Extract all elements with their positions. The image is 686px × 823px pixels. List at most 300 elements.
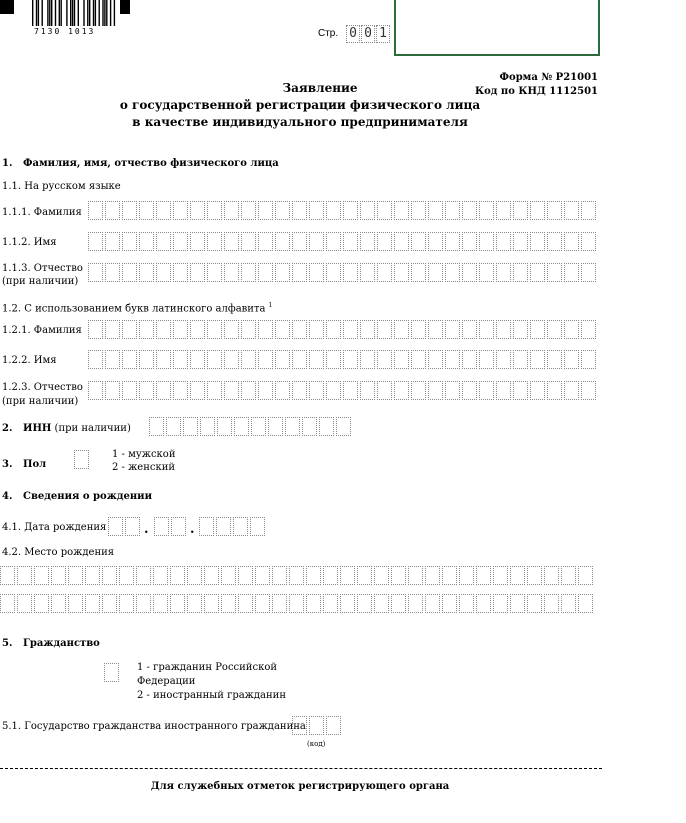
char-cell[interactable] [85, 594, 100, 613]
char-cell[interactable] [173, 320, 188, 339]
gender-field[interactable] [74, 450, 91, 469]
char-cell[interactable] [428, 263, 443, 282]
char-cell[interactable] [136, 566, 151, 585]
char-cell[interactable] [156, 263, 171, 282]
char-cell[interactable] [459, 594, 474, 613]
char-cell[interactable] [154, 517, 169, 536]
char-cell[interactable] [411, 381, 426, 400]
char-cell[interactable] [74, 450, 89, 469]
char-cell[interactable] [323, 594, 338, 613]
char-cell[interactable] [544, 566, 559, 585]
char-cell[interactable] [190, 320, 205, 339]
citizenship-option-russia-cont: Федерации [137, 676, 196, 687]
char-cell[interactable] [547, 232, 562, 251]
foreign-state-code-field[interactable] [292, 716, 343, 735]
char-cell[interactable] [340, 566, 355, 585]
char-cell[interactable] [581, 381, 596, 400]
char-cell[interactable] [581, 263, 596, 282]
char-cell[interactable] [510, 566, 525, 585]
char-cell[interactable] [51, 566, 66, 585]
char-cell[interactable] [233, 517, 248, 536]
char-cell[interactable] [122, 381, 137, 400]
char-cell[interactable] [394, 350, 409, 369]
char-cell[interactable] [530, 232, 545, 251]
char-cell[interactable] [34, 594, 49, 613]
char-cell[interactable] [105, 381, 120, 400]
char-cell[interactable] [258, 381, 273, 400]
char-cell[interactable] [445, 350, 460, 369]
char-cell[interactable] [530, 350, 545, 369]
char-cell[interactable] [547, 201, 562, 220]
char-cell[interactable] [493, 594, 508, 613]
char-cell[interactable] [445, 381, 460, 400]
char-cell[interactable] [309, 201, 324, 220]
char-cell[interactable] [105, 232, 120, 251]
form-knd-code: Код по КНД 1112501 [474, 86, 598, 97]
char-cell[interactable] [272, 594, 287, 613]
char-cell[interactable] [238, 594, 253, 613]
char-cell[interactable] [102, 594, 117, 613]
char-cell[interactable] [241, 381, 256, 400]
char-cell[interactable] [250, 517, 265, 536]
char-cell[interactable] [122, 320, 137, 339]
char-cell[interactable] [462, 350, 477, 369]
char-cell[interactable] [547, 381, 562, 400]
char-cell[interactable] [479, 232, 494, 251]
char-cell[interactable] [292, 350, 307, 369]
char-cell[interactable] [513, 232, 528, 251]
char-cell[interactable] [190, 381, 205, 400]
char-cell[interactable] [309, 232, 324, 251]
char-cell[interactable] [343, 320, 358, 339]
char-cell[interactable] [493, 566, 508, 585]
char-cell[interactable] [217, 417, 232, 436]
char-cell[interactable] [394, 232, 409, 251]
char-cell[interactable] [258, 263, 273, 282]
char-cell[interactable] [292, 263, 307, 282]
char-cell[interactable] [190, 350, 205, 369]
char-cell[interactable] [104, 663, 119, 682]
char-cell[interactable] [360, 232, 375, 251]
label-foreign-state: 5.1. Государство гражданства иностранного гражданина [2, 721, 306, 732]
char-cell[interactable] [0, 566, 15, 585]
char-cell[interactable] [564, 381, 579, 400]
char-cell[interactable] [51, 594, 66, 613]
char-cell[interactable] [88, 320, 103, 339]
char-cell[interactable] [459, 566, 474, 585]
char-cell[interactable] [360, 320, 375, 339]
char-cell[interactable] [275, 232, 290, 251]
char-cell[interactable] [442, 566, 457, 585]
char-cell[interactable] [190, 263, 205, 282]
char-cell[interactable] [241, 320, 256, 339]
birth-year-field[interactable] [199, 517, 267, 536]
char-cell[interactable] [224, 201, 239, 220]
char-cell[interactable] [173, 350, 188, 369]
char-cell[interactable] [255, 566, 270, 585]
char-cell[interactable] [190, 201, 205, 220]
char-cell[interactable] [377, 350, 392, 369]
char-cell[interactable] [411, 320, 426, 339]
char-cell[interactable] [306, 566, 321, 585]
char-cell[interactable] [122, 263, 137, 282]
char-cell[interactable] [241, 201, 256, 220]
char-cell[interactable] [275, 381, 290, 400]
citizenship-field[interactable] [104, 663, 121, 682]
char-cell[interactable] [394, 320, 409, 339]
char-cell[interactable] [513, 350, 528, 369]
char-cell[interactable] [241, 232, 256, 251]
char-cell[interactable] [377, 381, 392, 400]
char-cell[interactable] [564, 263, 579, 282]
char-cell[interactable] [105, 320, 120, 339]
char-cell[interactable] [496, 381, 511, 400]
char-cell[interactable] [224, 350, 239, 369]
inn-field[interactable] [149, 417, 353, 436]
char-cell[interactable] [527, 594, 542, 613]
char-cell[interactable] [88, 232, 103, 251]
char-cell[interactable] [561, 566, 576, 585]
section5-heading: Гражданство [23, 638, 100, 649]
char-cell[interactable] [510, 594, 525, 613]
char-cell[interactable] [564, 201, 579, 220]
label-ru-surname: 1.1.1. Фамилия [2, 207, 82, 218]
char-cell[interactable] [139, 381, 154, 400]
char-cell[interactable] [544, 594, 559, 613]
char-cell[interactable] [357, 594, 372, 613]
char-cell[interactable] [442, 594, 457, 613]
char-cell[interactable] [139, 320, 154, 339]
char-cell[interactable] [306, 594, 321, 613]
char-cell[interactable] [530, 320, 545, 339]
char-cell[interactable] [224, 263, 239, 282]
char-cell[interactable] [462, 232, 477, 251]
char-cell[interactable] [275, 263, 290, 282]
char-cell[interactable] [391, 566, 406, 585]
char-cell[interactable] [581, 350, 596, 369]
char-cell[interactable] [326, 320, 341, 339]
char-cell[interactable] [17, 566, 32, 585]
lat-name-field[interactable] [88, 350, 598, 369]
char-cell[interactable] [207, 381, 222, 400]
char-cell[interactable] [139, 201, 154, 220]
char-cell[interactable] [462, 201, 477, 220]
char-cell[interactable] [581, 320, 596, 339]
char-cell[interactable] [326, 201, 341, 220]
char-cell[interactable] [425, 566, 440, 585]
char-cell[interactable] [200, 417, 215, 436]
char-cell[interactable] [68, 566, 83, 585]
char-cell[interactable] [292, 201, 307, 220]
char-cell[interactable] [216, 517, 231, 536]
char-cell[interactable] [428, 232, 443, 251]
char-cell[interactable] [258, 201, 273, 220]
char-cell[interactable] [564, 320, 579, 339]
char-cell[interactable] [105, 263, 120, 282]
char-cell[interactable] [411, 201, 426, 220]
char-cell[interactable] [513, 201, 528, 220]
char-cell[interactable] [125, 517, 140, 536]
char-cell[interactable] [445, 201, 460, 220]
char-cell[interactable] [183, 417, 198, 436]
char-cell[interactable] [309, 381, 324, 400]
char-cell[interactable] [496, 263, 511, 282]
char-cell[interactable] [445, 232, 460, 251]
char-cell[interactable] [156, 381, 171, 400]
char-cell[interactable] [428, 350, 443, 369]
char-cell[interactable] [170, 594, 185, 613]
char-cell[interactable] [139, 263, 154, 282]
char-cell[interactable] [462, 381, 477, 400]
char-cell[interactable] [357, 566, 372, 585]
char-cell[interactable] [241, 263, 256, 282]
char-cell[interactable] [241, 350, 256, 369]
char-cell[interactable] [88, 381, 103, 400]
char-cell[interactable] [462, 263, 477, 282]
char-cell[interactable] [139, 350, 154, 369]
char-cell[interactable] [527, 566, 542, 585]
char-cell[interactable] [224, 232, 239, 251]
char-cell[interactable] [428, 381, 443, 400]
char-cell[interactable] [190, 232, 205, 251]
char-cell[interactable] [513, 320, 528, 339]
char-cell[interactable] [377, 263, 392, 282]
char-cell[interactable] [336, 417, 351, 436]
char-cell[interactable] [496, 201, 511, 220]
char-cell[interactable] [224, 320, 239, 339]
char-cell[interactable] [88, 201, 103, 220]
char-cell[interactable] [105, 350, 120, 369]
ru-patronymic-field[interactable] [88, 263, 598, 282]
char-cell[interactable] [251, 417, 266, 436]
lat-patronymic-field[interactable] [88, 381, 598, 400]
char-cell[interactable] [561, 594, 576, 613]
section4-number: 4. [2, 491, 13, 502]
char-cell[interactable] [360, 350, 375, 369]
char-cell[interactable] [275, 320, 290, 339]
char-cell[interactable] [547, 320, 562, 339]
citizenship-option-russia: 1 - гражданин Российской [137, 662, 278, 673]
char-cell[interactable] [136, 594, 151, 613]
char-cell[interactable] [187, 594, 202, 613]
char-cell[interactable] [445, 263, 460, 282]
char-cell[interactable] [207, 232, 222, 251]
char-cell[interactable] [323, 566, 338, 585]
char-cell[interactable] [204, 566, 219, 585]
char-cell[interactable] [360, 263, 375, 282]
char-cell[interactable] [564, 232, 579, 251]
char-cell[interactable] [173, 232, 188, 251]
char-cell[interactable] [292, 232, 307, 251]
char-cell[interactable] [530, 263, 545, 282]
char-cell[interactable] [425, 594, 440, 613]
char-cell[interactable] [428, 201, 443, 220]
char-cell[interactable] [476, 594, 491, 613]
char-cell[interactable] [166, 417, 181, 436]
char-cell[interactable] [377, 320, 392, 339]
char-cell[interactable] [187, 566, 202, 585]
char-cell[interactable] [221, 566, 236, 585]
char-cell[interactable] [513, 381, 528, 400]
char-cell[interactable] [377, 201, 392, 220]
char-cell[interactable] [153, 566, 168, 585]
char-cell[interactable] [374, 594, 389, 613]
char-cell[interactable] [292, 381, 307, 400]
char-cell[interactable] [479, 350, 494, 369]
char-cell[interactable] [391, 594, 406, 613]
char-cell[interactable] [255, 594, 270, 613]
section3-number: 3. [2, 459, 13, 470]
char-cell[interactable] [343, 381, 358, 400]
char-cell[interactable] [285, 417, 300, 436]
char-cell[interactable] [0, 594, 15, 613]
char-cell[interactable] [411, 350, 426, 369]
lat-surname-field[interactable] [88, 320, 598, 339]
char-cell[interactable] [170, 566, 185, 585]
char-cell[interactable] [207, 201, 222, 220]
char-cell[interactable] [578, 566, 593, 585]
char-cell[interactable] [326, 232, 341, 251]
char-cell[interactable] [207, 263, 222, 282]
char-cell[interactable] [394, 381, 409, 400]
char-cell[interactable] [268, 417, 283, 436]
birth-place-field-line2[interactable] [0, 594, 595, 613]
char-cell[interactable] [258, 320, 273, 339]
char-cell[interactable] [496, 350, 511, 369]
char-cell[interactable] [238, 566, 253, 585]
char-cell[interactable] [496, 232, 511, 251]
char-cell[interactable] [547, 350, 562, 369]
char-cell[interactable] [292, 320, 307, 339]
char-cell[interactable] [289, 566, 304, 585]
char-cell[interactable] [207, 320, 222, 339]
char-cell[interactable] [326, 350, 341, 369]
char-cell[interactable] [34, 566, 49, 585]
char-cell[interactable] [326, 716, 341, 735]
char-cell[interactable] [326, 263, 341, 282]
char-cell[interactable] [207, 350, 222, 369]
char-cell[interactable] [428, 320, 443, 339]
char-cell[interactable] [309, 320, 324, 339]
char-cell[interactable] [360, 381, 375, 400]
char-cell[interactable] [153, 594, 168, 613]
char-cell[interactable] [173, 263, 188, 282]
char-cell[interactable] [258, 232, 273, 251]
char-cell[interactable] [479, 381, 494, 400]
char-cell[interactable] [289, 594, 304, 613]
char-cell[interactable] [479, 320, 494, 339]
char-cell[interactable] [171, 517, 186, 536]
char-cell[interactable] [343, 232, 358, 251]
char-cell[interactable] [377, 232, 392, 251]
char-cell[interactable] [309, 263, 324, 282]
char-cell[interactable] [156, 350, 171, 369]
char-cell[interactable] [530, 201, 545, 220]
char-cell[interactable] [476, 566, 491, 585]
char-cell[interactable] [139, 232, 154, 251]
char-cell[interactable] [68, 594, 83, 613]
char-cell[interactable] [343, 201, 358, 220]
char-cell[interactable] [88, 263, 103, 282]
char-cell[interactable] [156, 201, 171, 220]
char-cell[interactable] [408, 594, 423, 613]
char-cell[interactable] [343, 263, 358, 282]
char-cell[interactable] [122, 350, 137, 369]
char-cell[interactable] [343, 350, 358, 369]
char-cell[interactable] [275, 201, 290, 220]
char-cell[interactable] [462, 320, 477, 339]
char-cell[interactable] [234, 417, 249, 436]
char-cell[interactable] [479, 201, 494, 220]
char-cell[interactable] [360, 201, 375, 220]
char-cell[interactable] [578, 594, 593, 613]
barcode [0, 0, 130, 40]
ru-surname-field[interactable] [88, 201, 598, 220]
subsection-latin-text: 1.2. С использованием букв латинского алфавита [2, 303, 266, 315]
char-cell[interactable] [122, 201, 137, 220]
char-cell[interactable] [156, 320, 171, 339]
char-cell[interactable] [374, 566, 389, 585]
char-cell[interactable] [309, 716, 324, 735]
ru-name-field[interactable] [88, 232, 598, 251]
char-cell[interactable] [309, 350, 324, 369]
char-cell[interactable] [394, 201, 409, 220]
char-cell[interactable] [105, 201, 120, 220]
char-cell[interactable] [122, 232, 137, 251]
char-cell[interactable] [340, 594, 355, 613]
char-cell[interactable] [156, 232, 171, 251]
char-cell[interactable] [513, 263, 528, 282]
char-cell[interactable] [581, 201, 596, 220]
char-cell[interactable] [149, 417, 164, 436]
char-cell[interactable] [102, 566, 117, 585]
char-cell[interactable] [411, 263, 426, 282]
char-cell[interactable] [326, 381, 341, 400]
char-cell[interactable] [581, 232, 596, 251]
char-cell[interactable] [85, 566, 100, 585]
char-cell[interactable] [173, 201, 188, 220]
birth-month-field[interactable] [154, 517, 188, 536]
char-cell[interactable] [88, 350, 103, 369]
char-cell[interactable] [408, 566, 423, 585]
char-cell[interactable] [272, 566, 287, 585]
char-cell[interactable] [496, 320, 511, 339]
birth-day-field[interactable] [108, 517, 142, 536]
char-cell[interactable] [564, 350, 579, 369]
char-cell[interactable] [302, 417, 317, 436]
char-cell[interactable] [204, 594, 219, 613]
char-cell[interactable] [479, 263, 494, 282]
char-cell[interactable] [319, 417, 334, 436]
char-cell[interactable] [411, 232, 426, 251]
char-cell[interactable] [119, 594, 134, 613]
char-cell[interactable] [394, 263, 409, 282]
char-cell[interactable] [224, 381, 239, 400]
char-cell[interactable] [547, 263, 562, 282]
char-cell[interactable] [275, 350, 290, 369]
char-cell[interactable] [530, 381, 545, 400]
char-cell[interactable] [258, 350, 273, 369]
char-cell[interactable] [17, 594, 32, 613]
char-cell[interactable] [173, 381, 188, 400]
char-cell[interactable] [445, 320, 460, 339]
char-cell[interactable] [199, 517, 214, 536]
birth-place-field-line1[interactable] [0, 566, 595, 585]
char-cell[interactable] [108, 517, 123, 536]
char-cell[interactable] [292, 716, 307, 735]
char-cell[interactable] [221, 594, 236, 613]
char-cell[interactable] [119, 566, 134, 585]
